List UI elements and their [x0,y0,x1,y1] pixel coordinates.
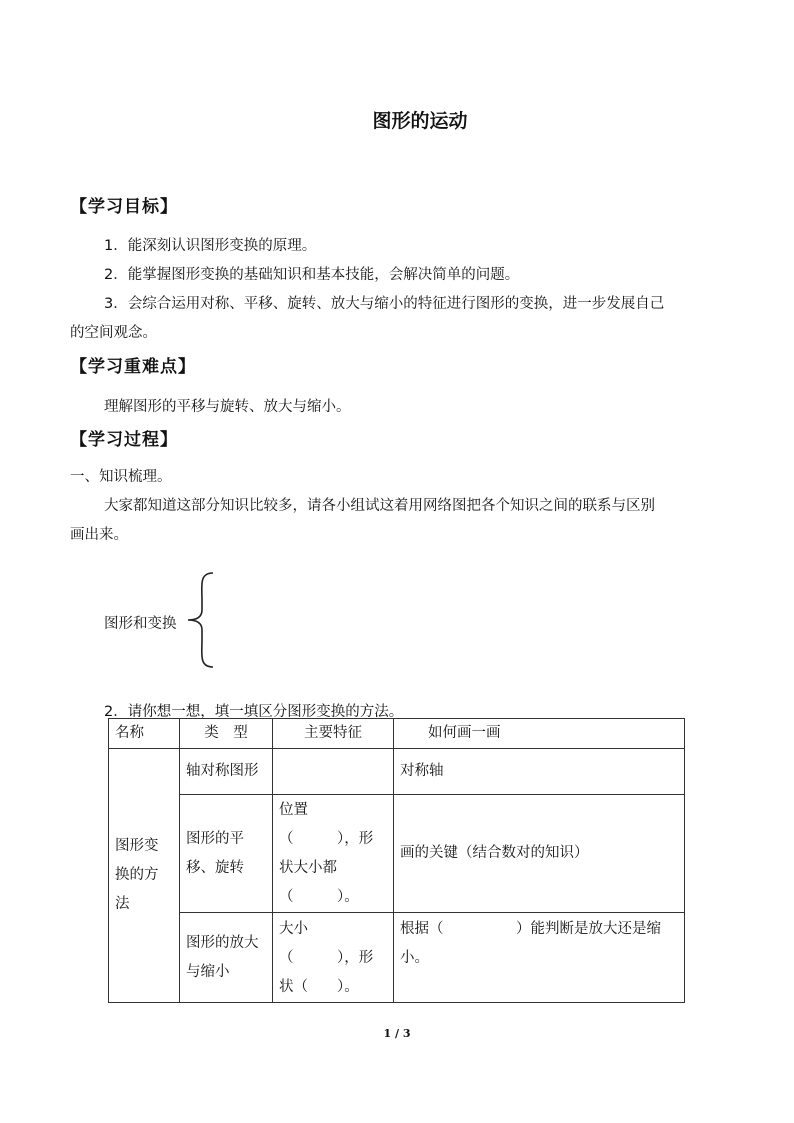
brace-label: 图形和变换 [104,616,177,632]
goal-item-2: 2．能掌握图形变换的基础知识和基本技能，会解决简单的问题。 [104,267,520,283]
feature-cell: 位置 （ ），形 状大小都 （ ）。 [273,795,394,913]
part1-line-1: 大家都知道这部分知识比较多，请各小组试这着用网络图把各个知识之间的联系与区别 [104,498,655,514]
how-cell: 根据（ ）能判断是放大还是缩 小。 [394,913,685,1003]
part1-title: 一、知识梳理。 [70,469,172,485]
transform-methods-table [108,718,685,1003]
type-cell: 图形的放大 与缩小 [180,913,273,1003]
section-heading-process: 【学习过程】 [70,430,178,450]
how-cell: 对称轴 [394,749,685,795]
feature-cell [273,749,394,795]
table-header-row [109,719,685,749]
keypoints-text: 理解图形的平移与旋转、放大与缩小。 [104,399,351,415]
section-heading-keypoints: 【学习重难点】 [70,357,196,377]
header-name: 名称 [109,719,180,749]
table-row [109,795,685,913]
part1-line-2: 画出来。 [70,527,128,543]
curly-brace [185,570,217,670]
header-how: 如何画一画 [394,719,685,749]
part2-title: 2．请你想一想，填一填区分图形变换的方法。 [104,704,404,720]
goal-item-1: 1．能深刻认识图形变换的原理。 [104,238,317,254]
header-type: 类 型 [180,719,273,749]
feature-cell: 大小 （ ），形 状（ ）。 [273,913,394,1003]
page-number: 1 / 3 [383,1027,411,1040]
header-feature: 主要特征 [273,719,394,749]
goal-item-3-cont: 的空间观念。 [70,325,157,341]
type-cell: 轴对称图形 [180,749,273,795]
section-heading-goals: 【学习目标】 [70,197,178,217]
how-cell: 画的关键（结合数对的知识） [394,795,685,913]
table-row [109,749,685,795]
table-row [109,913,685,1003]
page-title: 图形的运动 [372,110,468,132]
group-label-cell: 图形变 换的方 法 [109,749,180,1003]
type-cell: 图形的平 移、旋转 [180,795,273,913]
goal-item-3: 3．会综合运用对称、平移、旋转、放大与缩小的特征进行图形的变换，进一步发展自己 [104,296,665,312]
